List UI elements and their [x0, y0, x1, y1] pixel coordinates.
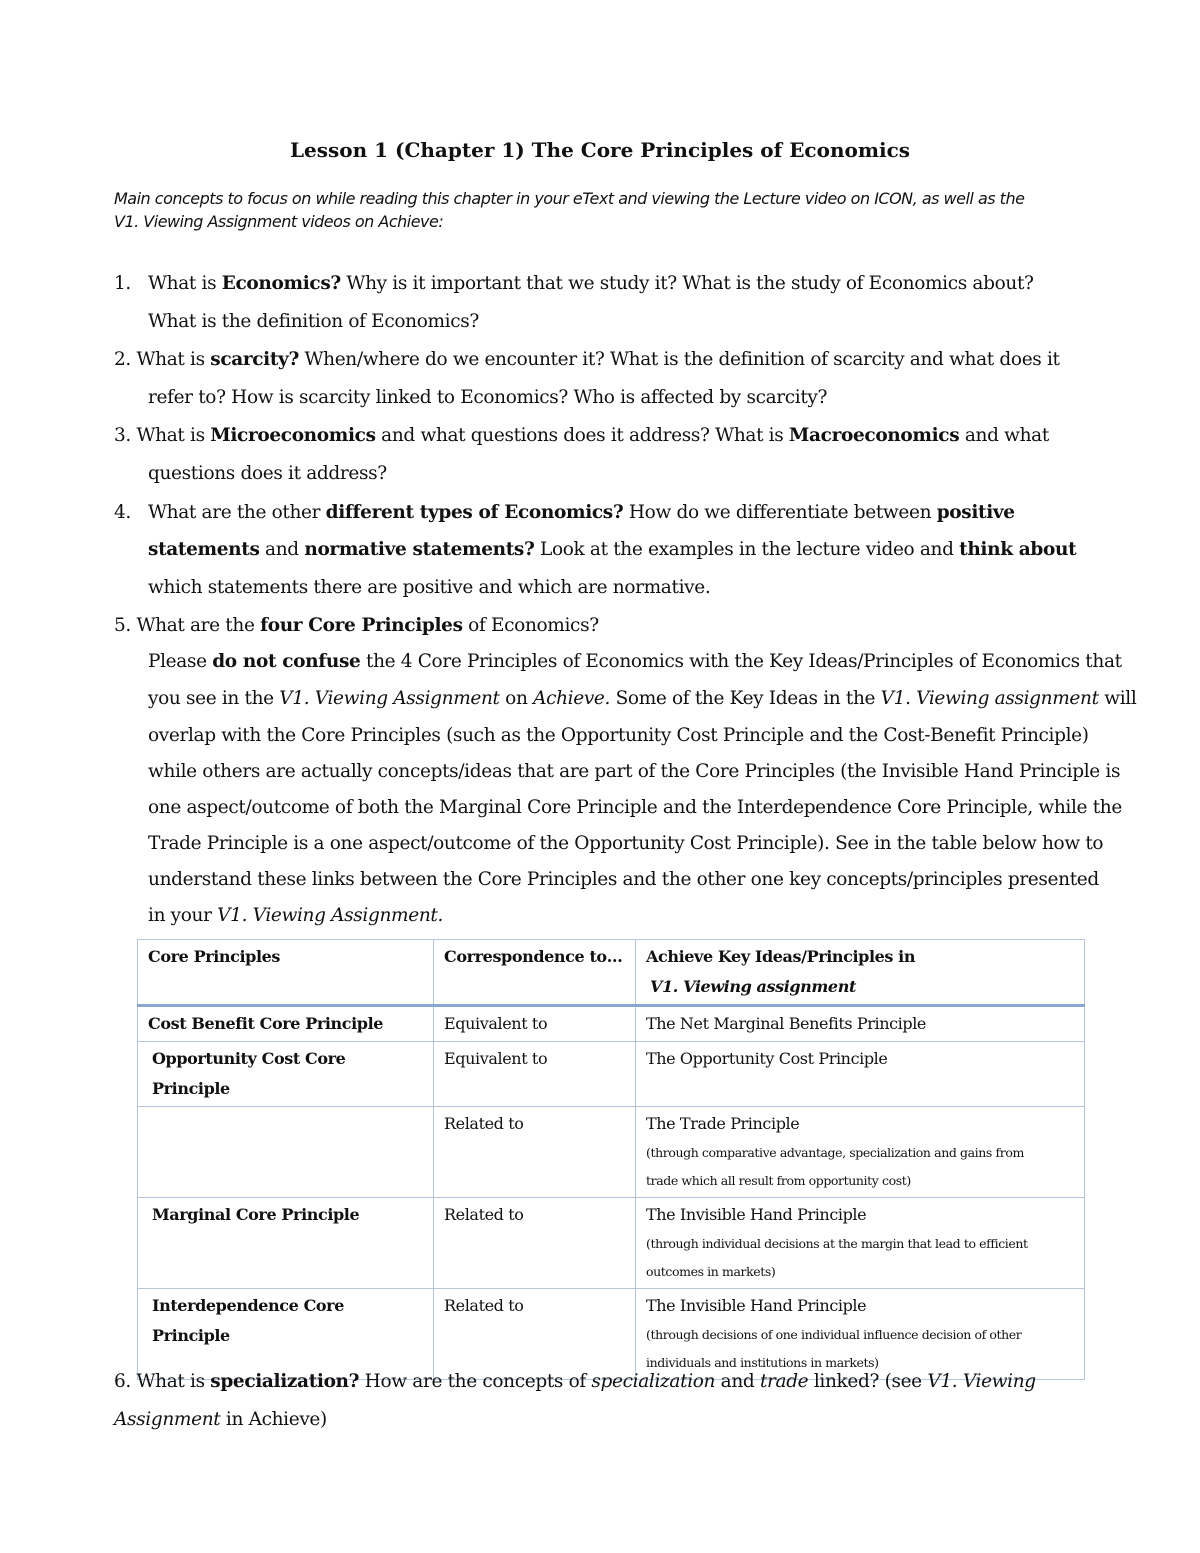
table-row [138, 1107, 1085, 1198]
row-correspondence: Equivalent to [434, 1006, 636, 1042]
q1-line-2: What is the definition of Economics? [148, 311, 479, 332]
row-core-principle: Cost Benefit Core Principle [138, 1006, 434, 1042]
row-core-principle: Marginal Core Principle [138, 1198, 434, 1289]
q5-para-line-5: one aspect/outcome of both the Marginal Core Principle and the Interdependence Core Principle, while the [148, 797, 1122, 818]
table-row [138, 1042, 1085, 1107]
q5-para-line-4: while others are actually concepts/ideas that are part of the Core Principles (the Invisible Hand Principle is [148, 761, 1121, 782]
row-achieve-principle: The Trade Principle (through comparative advantage, specialization and gains from trade which all result from opportunity cost) [636, 1107, 1085, 1198]
q5-para-line-1: Please do not confuse the 4 Core Principles of Economics with the Key Ideas/Principles of Economics that [148, 651, 1122, 672]
table-row [138, 1198, 1085, 1289]
intro-text [114, 187, 1104, 233]
page-title: Lesson 1 (Chapter 1) The Core Principles of Economics [289, 138, 911, 162]
row-achieve-principle: The Invisible Hand Principle (through decisions of one individual influence decision of other individuals and institutions in markets) [636, 1289, 1085, 1380]
q6-line-2: Assignment in Achieve) [114, 1409, 327, 1430]
q5-line-1: 5. What are the four Core Principles of Economics? [114, 615, 599, 636]
q2-line-1: 2. What is scarcity? When/where do we encounter it? What is the definition of scarcity and what does it [114, 349, 1060, 370]
principles-table [137, 939, 1085, 1380]
q1-line-1: What is Economics? Why is it important that we study it? What is the study of Economics about? [148, 273, 1034, 294]
intro-line-1: Main concepts to focus on while reading this chapter in your eText and viewing the Lecture video on ICON, as well as the [114, 189, 1025, 208]
q2-line-2: refer to? How is scarcity linked to Economics? Who is affected by scarcity? [148, 387, 828, 408]
row-correspondence: Related to [434, 1107, 636, 1198]
row-core-principle: Opportunity Cost Core Principle [138, 1042, 434, 1107]
table-header-row [138, 940, 1085, 1006]
row-achieve-principle: The Net Marginal Benefits Principle [636, 1006, 1085, 1042]
table-row [138, 1006, 1085, 1042]
q5-para-line-8: in your V1. Viewing Assignment. [148, 905, 444, 926]
row-achieve-principle: The Invisible Hand Principle (through individual decisions at the margin that lead to efficient outcomes in markets) [636, 1198, 1085, 1289]
row-correspondence: Related to [434, 1198, 636, 1289]
row-correspondence: Related to [434, 1289, 636, 1380]
table-row [138, 1289, 1085, 1380]
q4-number: 4. [114, 502, 131, 523]
row-correspondence: Equivalent to [434, 1042, 636, 1107]
q4-line-3: which statements there are positive and which are normative. [148, 577, 711, 598]
q5-para-line-7: understand these links between the Core Principles and the other one key concepts/principles presented [148, 869, 1099, 890]
header-correspondence: Correspondence to… [434, 940, 636, 1006]
q1-number: 1. [114, 273, 131, 294]
q4-line-2: statements and normative statements? Look at the examples in the lecture video and think about [148, 539, 1077, 560]
header-achieve-key-ideas: Achieve Key Ideas/Principles in V1. Viewing assignment [636, 940, 1085, 1006]
q6-line-1: 6. What is specialization? How are the concepts of specialization and trade linked? (see V1. Viewing [114, 1371, 1036, 1392]
header-core-principles: Core Principles [138, 940, 434, 1006]
q5-para-line-3: overlap with the Core Principles (such as the Opportunity Cost Principle and the Cost-Benefit Principle) [148, 725, 1089, 746]
q3-line-1: 3. What is Microeconomics and what questions does it address? What is Macroeconomics and what [114, 425, 1049, 446]
q3-line-2: questions does it address? [148, 463, 387, 484]
intro-line-2: V1. Viewing Assignment videos on Achieve: [114, 212, 444, 231]
q4-line-1: What are the other different types of Economics? How do we differentiate between positive [148, 502, 1015, 523]
q5-para-line-6: Trade Principle is a one aspect/outcome of the Opportunity Cost Principle). See in the table below how to [148, 833, 1104, 854]
row-core-principle [138, 1107, 434, 1198]
q5-para-line-2: you see in the V1. Viewing Assignment on Achieve. Some of the Key Ideas in the V1. Viewing assignment will [148, 688, 1137, 709]
row-achieve-principle: The Opportunity Cost Principle [636, 1042, 1085, 1107]
row-core-principle: Interdependence Core Principle [138, 1289, 434, 1380]
